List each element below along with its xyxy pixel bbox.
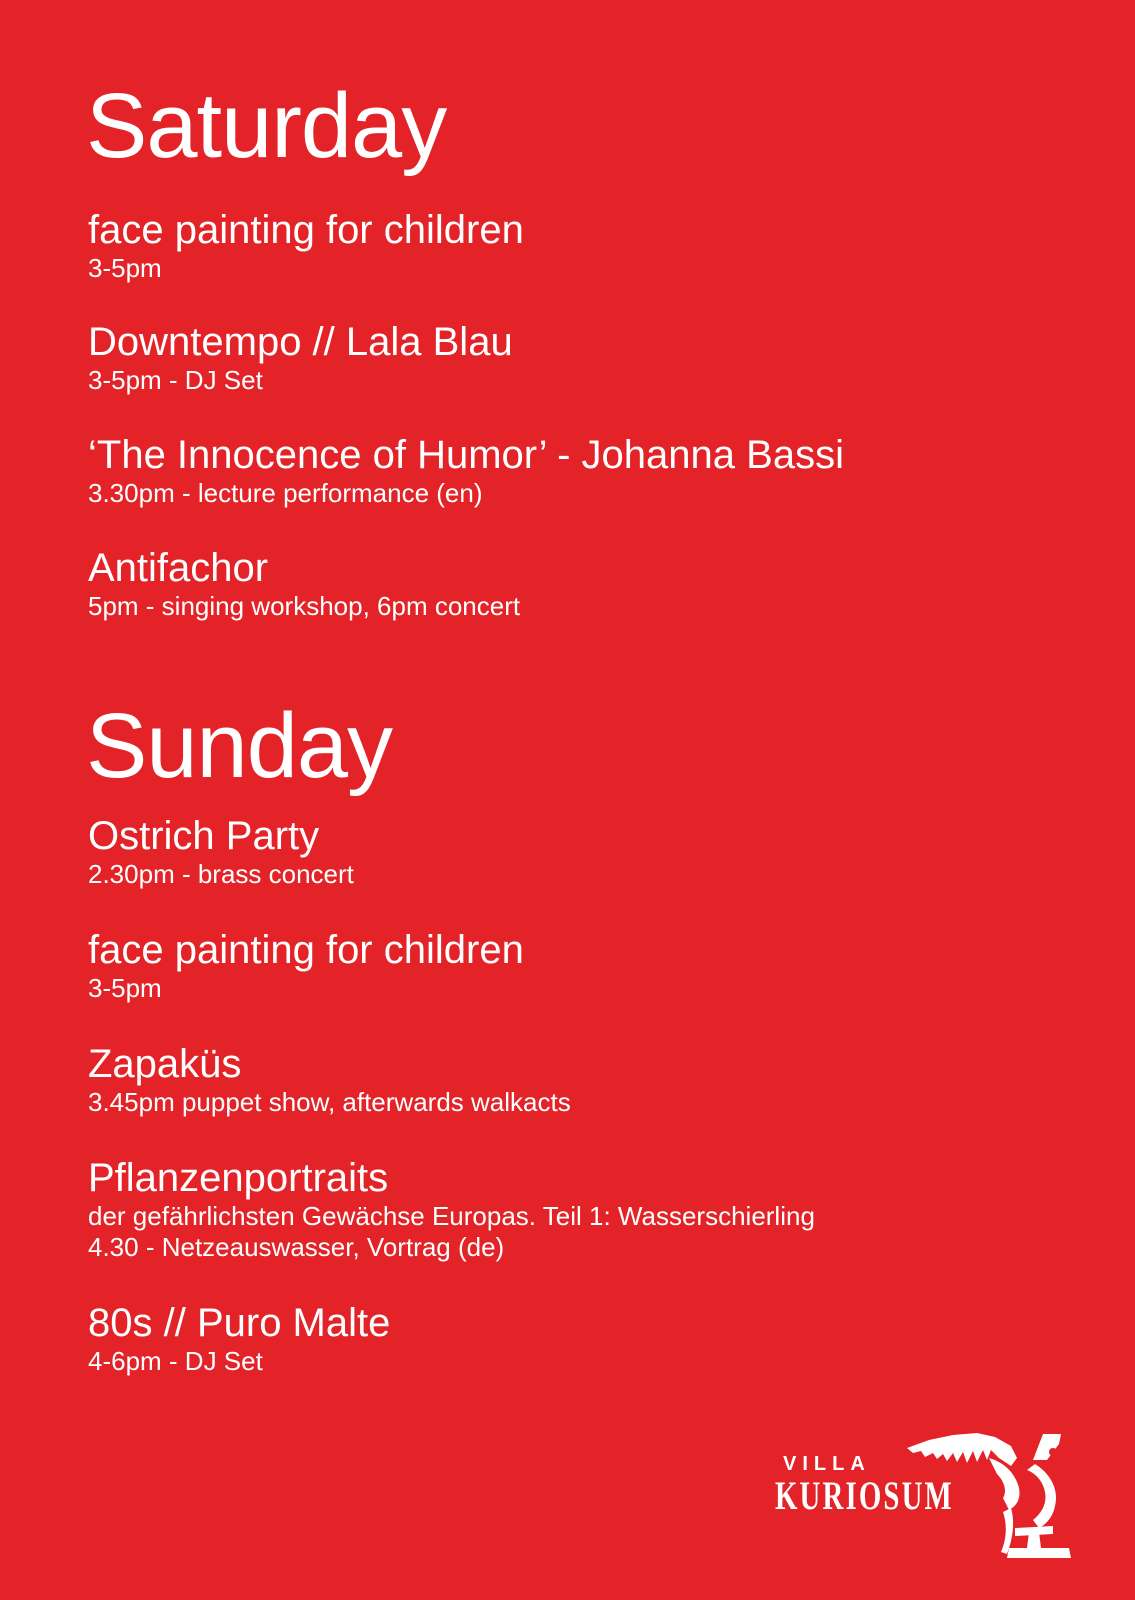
event-item — [88, 927, 524, 1004]
event-detail: 3-5pm — [88, 253, 162, 283]
event-detail: 4.30 - Netzeauswasser, Vortrag (de) — [88, 1232, 505, 1262]
logo-text-kuriosum: KURIOSUM — [775, 1473, 954, 1518]
event-item — [88, 1041, 571, 1118]
event-detail: 3.45pm puppet show, afterwards walkacts — [88, 1087, 571, 1117]
event-detail: 2.30pm - brass concert — [88, 859, 354, 889]
event-detail: der gefährlichsten Gewächse Europas. Teil 1: Wasserschierling — [88, 1201, 815, 1231]
event-title: Zapaküs — [88, 1042, 242, 1086]
event-item — [88, 1155, 815, 1263]
event-title: Antifachor — [88, 546, 269, 590]
event-title: Ostrich Party — [88, 814, 320, 858]
event-detail: 3-5pm — [88, 973, 162, 1003]
event-title: ‘The Innocence of Humor’ - Johanna Bassi — [88, 433, 844, 477]
event-item — [88, 813, 354, 890]
event-title: Downtempo // Lala Blau — [88, 320, 513, 364]
event-item — [88, 432, 844, 509]
event-detail: 3.30pm - lecture performance (en) — [88, 478, 483, 508]
event-item — [88, 207, 524, 284]
day-heading-saturday: Saturday — [86, 75, 447, 177]
day-heading-sunday: Sunday — [86, 695, 393, 797]
event-item — [88, 545, 520, 622]
event-detail: 4-6pm - DJ Set — [88, 1346, 263, 1376]
event-item — [88, 1300, 390, 1377]
villa-kuriosum-logo — [775, 1432, 1075, 1562]
event-title: 80s // Puro Malte — [88, 1301, 391, 1345]
event-title: Pflanzenportraits — [88, 1156, 389, 1200]
event-title: face painting for children — [88, 928, 524, 972]
event-item — [88, 319, 513, 396]
event-title: face painting for children — [88, 208, 524, 252]
bird-microscope-icon — [903, 1432, 1073, 1560]
event-detail: 5pm - singing workshop, 6pm concert — [88, 591, 521, 621]
logo-text-villa: VILLA — [783, 1453, 871, 1475]
event-detail: 3-5pm - DJ Set — [88, 365, 263, 395]
